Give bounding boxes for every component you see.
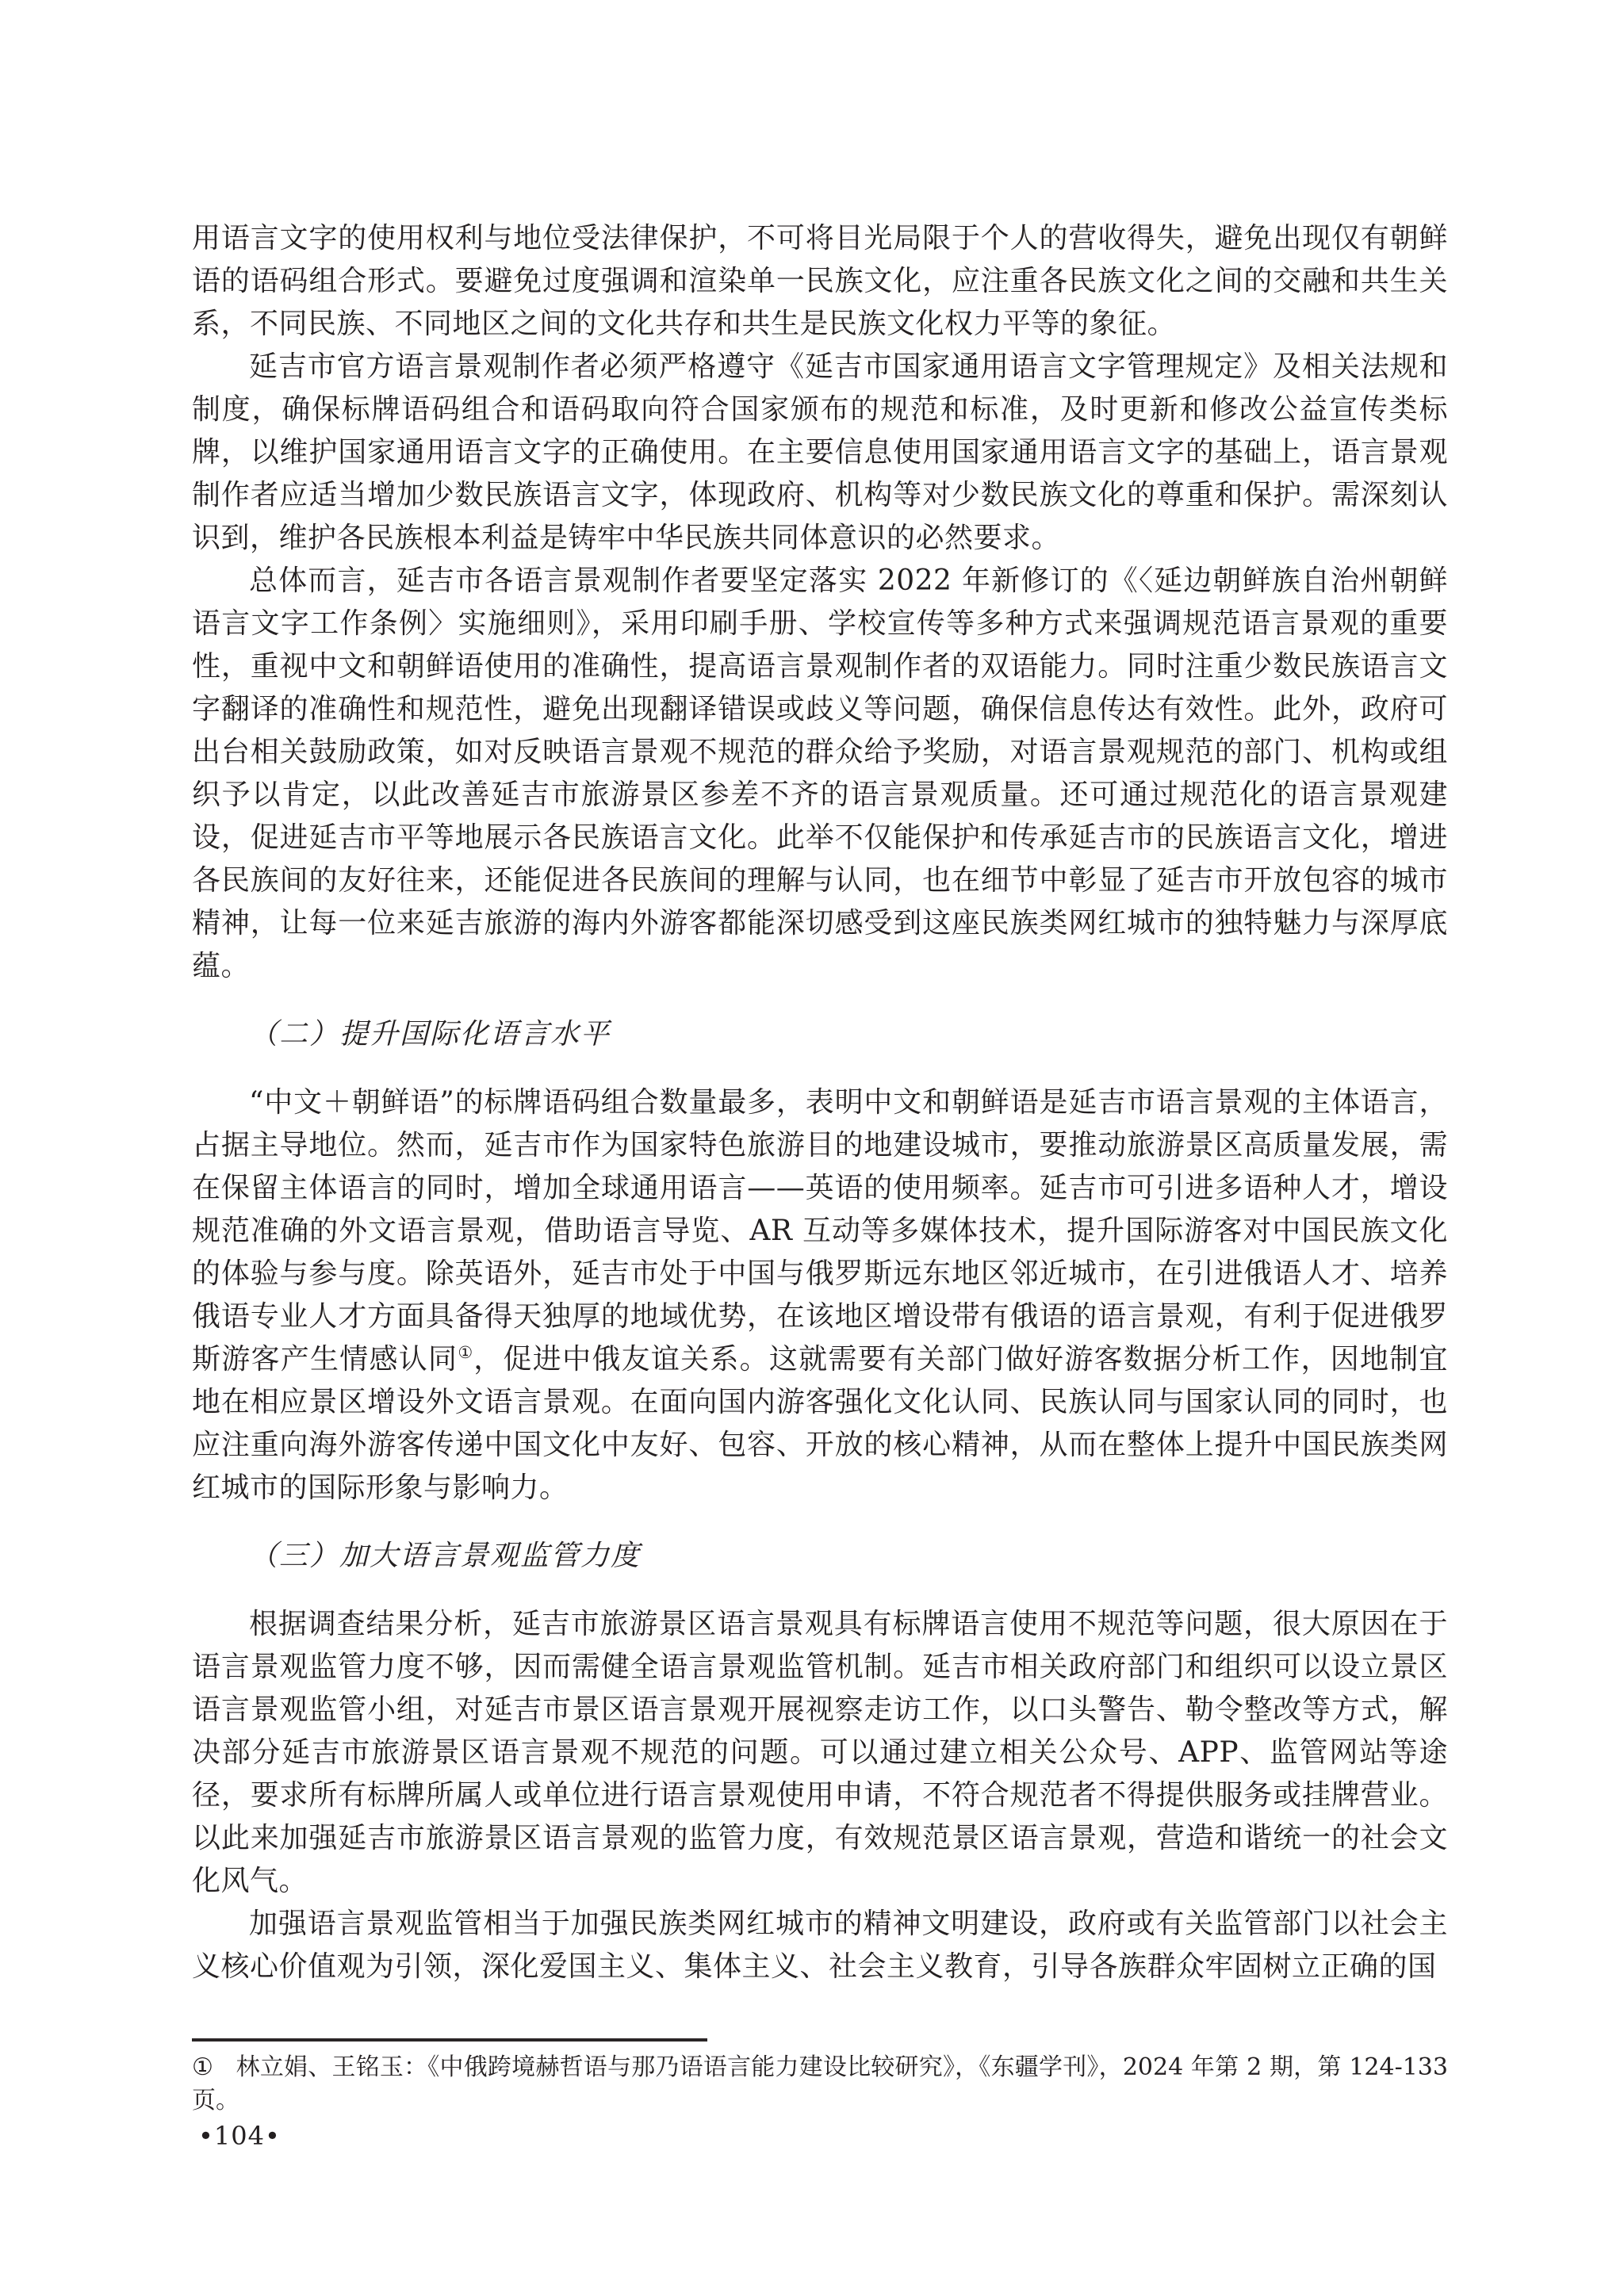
section-heading (192, 1013, 1448, 1056)
text-run: 加强语言景观监管相当于加强民族类网红城市的精神文明建设，政府或有关监管部门以社会主义核心价值观为引领，深化爱国主义、集体主义、社会主义教育，引导各族群众牢固树立正确的国 (192, 1908, 1448, 1983)
text-run: （二）提升国际化语言水平 (249, 1018, 611, 1050)
text-run: （三）加大语言景观监管力度 (249, 1540, 642, 1572)
body-paragraph (192, 1903, 1448, 1988)
article-body (192, 217, 1448, 2118)
footnote-reference-superscript: ① (458, 1343, 474, 1362)
body-paragraphs (192, 217, 1448, 1988)
text-run: 总体而言，延吉市各语言景观制作者要坚定落实 2022 年新修订的《〈延边朝鲜族自治州朝鲜语言文字工作条例〉实施细则》，采用印刷手册、学校宣传等多种方式来强调规范语言景观的重要性，重视中文和朝鲜语使用的准确性，提高语言景观制作者的双语能力。同时注重少数民族语言文字翻译的准确性和规范性，避免出现翻译错误或歧义等问题，确保信息传达有效性。此外，政府可出台相关鼓励政策，如对反映语言景观不规范的群众给予奖励，对语言景观规范的部门、机构或组织予以肯定，以此改善延吉市旅游景区参差不齐的语言景观质量。还可通过规范化的语言景观建设，促进延吉市平等地展示各民族语言文化。此举不仅能保护和传承延吉市的民族语言文化，增进各民族间的友好往来，还能促进各民族间的理解与认同，也在细节中彰显了延吉市开放包容的城市精神，让每一位来延吉旅游的海内外游客都能深切感受到这座民族类网红城市的独特魅力与深厚底蕴。 (192, 564, 1448, 982)
body-paragraph (192, 217, 1448, 346)
footnote-divider (192, 2038, 707, 2042)
section-heading (192, 1535, 1448, 1578)
footnote-section (192, 2038, 1448, 2118)
footnote-marker: ① (192, 2053, 214, 2081)
body-paragraph (192, 560, 1448, 988)
text-run: 用语言文字的使用权利与地位受法律保护，不可将目光局限于个人的营收得失，避免出现仅有朝鲜语的语码组合形式。要避免过度强调和渲染单一民族文化，应注重各民族文化之间的交融和共生关系，不同民族、不同地区之间的文化共存和共生是民族文化权力平等的象征。 (192, 222, 1448, 340)
text-run: ，促进中俄友谊关系。这就需要有关部门做好游客数据分析工作，因地制宜地在相应景区增设外文语言景观。在面向国内游客强化文化认同、民族认同与国家认同的同时，也应注重向海外游客传递中国文化中友好、包容、开放的核心精神，从而在整体上提升中国民族类网红城市的国际形象与影响力。 (192, 1343, 1448, 1504)
page-number: •104• (198, 2121, 281, 2151)
footnote-text: 林立娟、王铭玉：《中俄跨境赫哲语与那乃语语言能力建设比较研究》，《东疆学刊》，2024 年第 2 期，第 124-133 页。 (192, 2053, 1448, 2114)
text-run: “中文＋朝鲜语”的标牌语码组合数量最多，表明中文和朝鲜语是延吉市语言景观的主体语言，占据主导地位。然而，延吉市作为国家特色旅游目的地建设城市，要推动旅游景区高质量发展，需在保留主体语言的同时，增加全球通用语言——英语的使用频率。延吉市可引进多语种人才，增设规范准确的外文语言景观，借助语言导览、AR 互动等多媒体技术，提升国际游客对中国民族文化的体验与参与度。除英语外，延吉市处于中国与俄罗斯远东地区邻近城市，在引进俄语人才、培养俄语专业人才方面具备得天独厚的地域优势，在该地区增设带有俄语的语言景观，有利于促进俄罗斯游客产生情感认同 (192, 1086, 1448, 1376)
text-run: 延吉市官方语言景观制作者必须严格遵守《延吉市国家通用语言文字管理规定》及相关法规和制度，确保标牌语码组合和语码取向符合国家颁布的规范和标准，及时更新和修改公益宣传类标牌，以维护国家通用语言文字的正确使用。在主要信息使用国家通用语言文字的基础上，语言景观制作者应适当增加少数民族语言文字，体现政府、机构等对少数民族文化的尊重和保护。需深刻认识到，维护各民族根本利益是铸牢中华民族共同体意识的必然要求。 (192, 350, 1448, 554)
footnote (192, 2051, 1448, 2118)
body-paragraph (192, 1603, 1448, 1903)
body-paragraph (192, 1081, 1448, 1510)
text-run: 根据调查结果分析，延吉市旅游景区语言景观具有标牌语言使用不规范等问题，很大原因在于语言景观监管力度不够，因而需健全语言景观监管机制。延吉市相关政府部门和组织可以设立景区语言景观监管小组，对延吉市景区语言景观开展视察走访工作，以口头警告、勒令整改等方式，解决部分延吉市旅游景区语言景观不规范的问题。可以通过建立相关公众号、APP、监管网站等途径，要求所有标牌所属人或单位进行语言景观使用申请，不符合规范者不得提供服务或挂牌营业。以此来加强延吉市旅游景区语言景观的监管力度，有效规范景区语言景观，营造和谐统一的社会文化风气。 (192, 1608, 1448, 1897)
body-paragraph (192, 346, 1448, 560)
